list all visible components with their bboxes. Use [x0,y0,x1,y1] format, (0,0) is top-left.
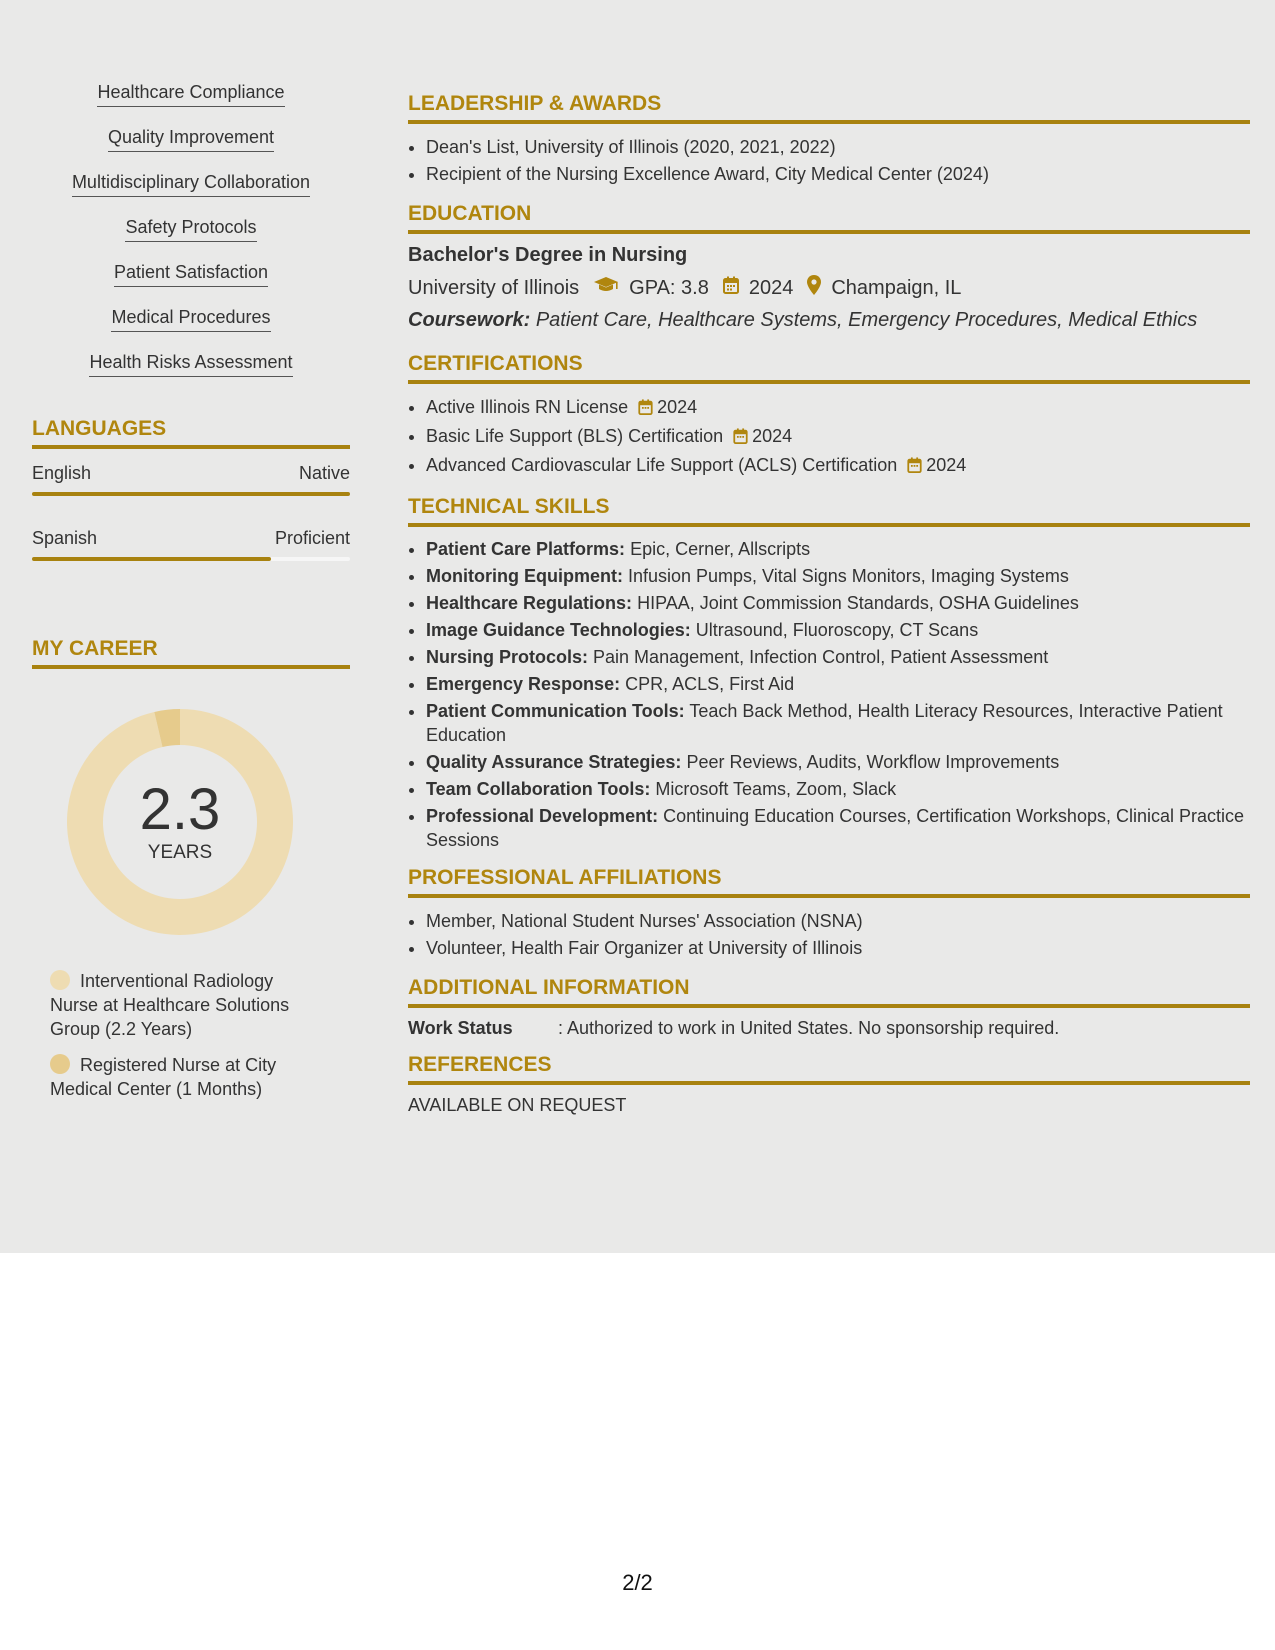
languages-title: LANGUAGES [32,417,350,449]
page-number: 2/2 [622,1570,653,1595]
skill-item: Quality Improvement [108,127,274,152]
language-bar [32,492,350,496]
career-donut [67,709,293,935]
skill-label: Nursing Protocols: [426,647,589,667]
affiliations-title: PROFESSIONAL AFFILIATIONS [408,866,1250,898]
calendar-icon [907,454,922,481]
graduation-year: 2024 [748,276,794,299]
skill-label: Healthcare Regulations: [426,593,633,613]
skill-entry [426,645,1250,669]
career-section [32,637,350,1101]
legend-label: Registered Nurse at City Medical Center (1 Months) [50,1055,277,1099]
skill-entry [426,672,1250,696]
certification-name: Active Illinois RN License [426,397,629,417]
certification-item [426,423,1250,452]
school: University of Illinois [408,276,580,299]
career-legend [32,969,350,1101]
technical-skills-section [408,495,1250,852]
skill-text: Infusion Pumps, Vital Signs Monitors, Imaging Systems [627,566,1069,586]
certifications-title: CERTIFICATIONS [408,352,1250,384]
language-entry [32,528,350,561]
references-text: AVAILABLE ON REQUEST [408,1095,627,1115]
work-status-value: : Authorized to work in United States. No sponsorship required. [558,1018,1060,1038]
skill-entry [426,618,1250,642]
skill-entry [426,564,1250,588]
language-name: English [32,463,92,483]
certification-year: 2024 [657,397,698,417]
skill-text: Continuing Education Courses, Certification Workshops, Clinical Practice Sessions [426,806,1245,850]
skill-text: Microsoft Teams, Zoom, Slack [655,779,897,799]
education-section [408,202,1250,332]
language-name: Spanish [32,528,98,548]
list-item: • Member, National Student Nurses' Association (NSNA) [426,908,1250,935]
legend-dot [50,970,70,990]
coursework-text: Patient Care, Healthcare Systems, Emergency Procedures, Medical Ethics [535,309,1198,331]
skill-label: Quality Assurance Strategies: [426,752,682,772]
skill-text: HIPAA, Joint Commission Standards, OSHA Guidelines [637,593,1079,613]
skill-item: Health Risks Assessment [89,352,292,377]
skill-label: Patient Care Platforms: [426,539,626,559]
list-item: • Recipient of the Nursing Excellence Award, City Medical Center (2024) [426,161,1250,188]
skill-item: Safety Protocols [125,217,256,242]
certification-name: Advanced Cardiovascular Life Support (ACLS) Certification [426,455,898,475]
affiliations-section [408,866,1250,962]
sidebar [32,82,350,1113]
skill-text: Epic, Cerner, Allscripts [630,539,811,559]
skill-item: Patient Satisfaction [114,262,268,287]
certification-name: Basic Life Support (BLS) Certification [426,426,724,446]
certification-year: 2024 [752,426,793,446]
list-item: • Volunteer, Health Fair Organizer at University of Illinois [426,935,1250,962]
skill-entry [426,537,1250,561]
skill-text: Peer Reviews, Audits, Workflow Improvements [686,752,1060,772]
career-title: MY CAREER [32,637,350,669]
education-title: EDUCATION [408,202,1250,234]
language-entry [32,463,350,496]
location: Champaign, IL [831,276,962,299]
legend-dot [50,1054,70,1074]
coursework-label: Coursework: [408,309,531,331]
calendar-icon [723,276,739,300]
skill-entry [426,804,1250,852]
language-bar-fill [32,492,350,496]
skill-text: Pain Management, Infection Control, Patient Assessment [593,647,1049,667]
education-details [408,275,1250,301]
technical-skills-title: TECHNICAL SKILLS [408,495,1250,527]
skill-entry [426,591,1250,615]
work-status-row [408,1018,1250,1039]
additional-info-title: ADDITIONAL INFORMATION [408,976,1250,1008]
skill-item: Multidisciplinary Collaboration [72,172,310,197]
language-level: Native [298,463,350,483]
skill-label: Image Guidance Technologies: [426,620,691,640]
references-section [408,1053,1250,1116]
language-level: Proficient [274,528,350,548]
certification-item [426,394,1250,423]
skill-item: Medical Procedures [111,307,270,332]
skill-label: Team Collaboration Tools: [426,779,651,799]
coursework [408,309,1250,332]
certifications-section [408,352,1250,481]
language-bar [32,557,350,561]
skill-text: Teach Back Method, Health Literacy Resources, Interactive Patient Education [426,701,1223,745]
gpa: GPA: 3.8 [629,276,709,299]
skill-label: Patient Communication Tools: [426,701,685,721]
languages-section [32,417,350,561]
certification-year: 2024 [926,455,967,475]
career-legend-item [50,1053,310,1101]
skills-list [32,82,350,397]
certification-item [426,452,1250,481]
additional-info-section [408,976,1250,1039]
legend-label: Interventional Radiology Nurse at Healthcare Solutions Group (2.2 Years) [50,971,290,1039]
references-title: REFERENCES [408,1053,1250,1085]
skill-label: Monitoring Equipment: [426,566,623,586]
career-unit: YEARS [147,842,213,863]
main-column [408,92,1250,1130]
skill-entry [426,777,1250,801]
language-bar-fill [32,557,271,561]
leadership-section [408,92,1250,188]
skill-label: Emergency Response: [426,674,621,694]
skill-entry [426,699,1250,747]
skill-item: Healthcare Compliance [97,82,284,107]
leadership-title: LEADERSHIP & AWARDS [408,92,1250,124]
calendar-icon [733,425,748,452]
work-status-label: Work Status [408,1018,513,1038]
career-total: 2.3 [139,777,221,842]
career-legend-item [50,969,310,1041]
skill-text: CPR, ACLS, First Aid [625,674,795,694]
skill-entry [426,750,1250,774]
calendar-icon [638,396,653,423]
map-pin-icon [807,275,821,301]
graduation-cap-icon [593,276,619,300]
skill-text: Ultrasound, Fluoroscopy, CT Scans [695,620,979,640]
degree: Bachelor's Degree in Nursing [408,244,688,266]
list-item: • Dean's List, University of Illinois (2020, 2021, 2022) [426,134,1250,161]
skill-label: Professional Development: [426,806,659,826]
